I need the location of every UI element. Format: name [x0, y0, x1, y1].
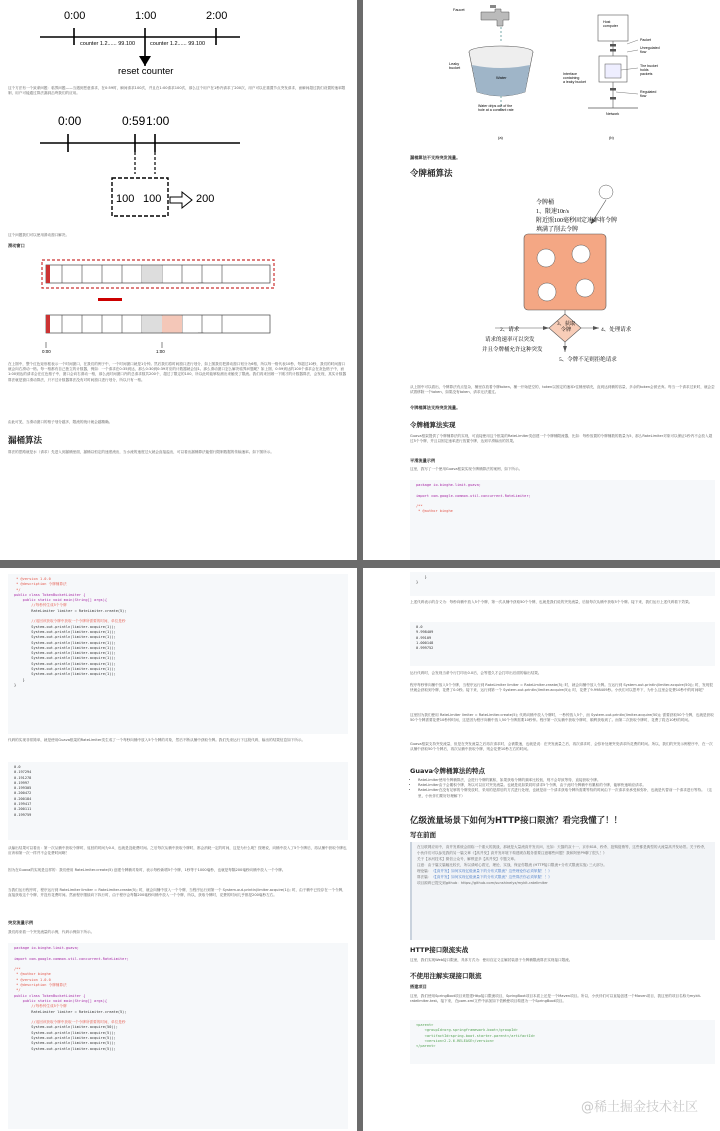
value-label: 100 [116, 193, 135, 205]
leaky-bucket-figure [363, 0, 720, 150]
section-heading: Guava令牌桶算法的特点 [410, 767, 485, 775]
sliding-window-figure [0, 255, 357, 355]
paragraph: 从上图中可以看出，令牌算法有点复杂，桶里存放着令牌token。桶一开始是空的，token以固定的速率r往桶里填充，直到达到桶的容量，多余的token会被丢弃。每当一个请求过来时，就会尝试着移除一个token，如果没有token，请求无法通过。 [410, 385, 715, 395]
note: 令牌桶算法支持突发流量。 [410, 405, 461, 410]
code-block [410, 572, 715, 596]
code-line: </parent> [416, 1044, 436, 1049]
code-line: 0.197294 [14, 770, 32, 775]
list-item: • RateLimiter在没有足够的令牌发放时，采用的是滞后的方式进行处理，也就是前一个请求获取令牌所需要等待的时间由下一次请求来承受和弥补，也就是代替前一个请求进行等待。（这里，小伙伴们要好好理解下） [418, 788, 715, 798]
code-line: System.out.println(limiter.acquire(1)); [14, 635, 116, 640]
output-block [8, 762, 348, 840]
code-line: System.out.println(limiter.acquire(5)); [14, 1046, 116, 1051]
code-line: * @author binghe [14, 972, 51, 977]
code-line: System.out.println(limiter.acquire(1)); [14, 661, 116, 666]
code-line: System.out.println(limiter.acquire(1)); [14, 656, 116, 661]
article-link[interactable]: 《【高并发】如何实现亿级流量下的分布式限流？这些理论你必须掌握！！》 [431, 869, 552, 873]
paragraph: Guava框架支持突发流量，但是在突发流量之后再次请求时，会被限速，也就是说：在突发流量之后，再次请求时，会弥补处理突发请求所花费的时间。所以，我们的突发示例程序中，在一次从桶中获取50个令牌后，再次从桶中获取令牌，则会花费10秒左右的时间。 [410, 742, 713, 752]
result-label: 200 [196, 193, 215, 205]
code-line: * @version 1.0.0 [14, 977, 51, 982]
code-line: 0.191278 [14, 775, 32, 780]
section-heading: 漏桶算法 [8, 436, 43, 446]
paragraph: 从输出结果可以看出：第一次从桶中获取令牌时，返回的时间为0.0，也就是没耗费时间。之后每次从桶中获取令牌时，都会消耗一定的时间，这是为什么呢？按理说，向桶中放入了5个令牌后，再从桶中获取令牌也应该和第一次一样并不会花费时间啊！ [8, 846, 347, 856]
code-line: * @author binghe [416, 509, 453, 514]
section-heading: 滑动窗口 [8, 243, 25, 248]
code-line: import com.google.common.util.concurrent.RateLimiter; [416, 493, 531, 498]
code-line: } [416, 580, 419, 585]
figure-label: The bucket holds packets [640, 64, 658, 76]
code-line: 0.199417 [14, 802, 32, 807]
section-heading: 突发流量示例 [8, 920, 34, 925]
code-line: * @description 令牌桶算法 [14, 983, 67, 988]
figure-label: 请求的速率可以突发 [485, 337, 535, 343]
code-block [410, 480, 715, 560]
article-link[interactable]: 《【高并发】如何实现亿级流量下的分布式限流？这些算法你必须掌握！！》 [431, 875, 552, 879]
figure-label: 令牌桶 [536, 200, 555, 206]
code-line: 0.99109 [416, 635, 432, 640]
watermark: @稀土掘金技术社区 [580, 1100, 698, 1115]
paragraph: 这里，我们实现Web接口限流，具体方式为：使用自定义注解封装基于令牌桶限流算法实现接口限流。 [410, 958, 573, 962]
figure-label: 5、令牌不足则拒绝请求 [559, 357, 617, 363]
counter-label: counter 1.2...... 99.100 [80, 41, 136, 47]
paragraph: 算法的思路就是水（请求）先进入到漏桶里面，漏桶以恒定的速度流出，当水流的速度过大就会直接溢出，可以看出漏桶算法能强行限制数据的传输速率。如下图所示。 [8, 450, 274, 454]
quote-text: 关于【冰河技术】微信公众号，解锁更多【高并发】专题文章。 [417, 857, 518, 861]
figure-label: 并且令牌桶允许这种突发 [482, 347, 543, 353]
figure-label: Network [606, 112, 620, 116]
code-line: 0.0 [14, 765, 21, 769]
code-line: System.out.println(limiter.acquire(1)); [14, 640, 116, 645]
paragraph: Guava框架提供了令牌桶算法的实现，可直接使用这个框架的RateLimiter类创建一个令牌桶限流器，比如：每秒放置的令牌桶数的数量为5，那么RateLimiter对象可以保证1秒内不会放入超过5个令牌，并且以固定速率进行放置令牌，达到平滑输出的效果。 [410, 434, 713, 444]
paragraph: 我们再来看一个突发流量的示例，代码示例如下所示。 [8, 930, 95, 934]
code-line: /** [416, 504, 423, 509]
page-2 [363, 0, 720, 560]
ellipsis-label: ..... [198, 329, 204, 334]
paragraph: 代码的实现非常简单，就是使用Guava框架的RateLimiter类生成了一个每秒向桶中放入5个令牌的对象，然后不断从桶中获取令牌。我们先来运行下这段代码，输出的结果信息如下所示。 [8, 738, 306, 742]
code-block [8, 943, 348, 1129]
output-block [410, 622, 715, 666]
figure-caption: (a) [498, 135, 503, 140]
boundary-timeline-figure [0, 108, 357, 218]
code-line: 0.0 [416, 625, 423, 629]
code-line: <groupId>org.springframework.boot</groupId> [416, 1028, 518, 1033]
code-block [410, 1020, 715, 1064]
reset-label: reset counter [118, 66, 174, 77]
code-line: 0.200184 [14, 796, 32, 801]
paragraph: 上述代码表示的含义为：每秒向桶中放入5个令牌，第一次从桶中获取50个令牌，也就是我们说的突发流量，后续每次从桶中获取5个令牌。接下来，我们运行上述代码看下效果。 [410, 600, 693, 604]
code-line: } [14, 677, 25, 682]
tick-label: 0:00 [58, 114, 82, 128]
preface-quote [410, 842, 715, 940]
code-line: 0.200111 [14, 807, 32, 812]
ellipsis-label: ..... [198, 279, 204, 284]
code-line: * @description 令牌桶算法 [14, 582, 67, 587]
feature-list [410, 778, 715, 799]
code-line: 0.19997 [14, 780, 30, 785]
code-line: * @version 1.0.0 [14, 577, 51, 581]
figure-label: Leaky bucket [449, 62, 461, 70]
figure-label: Water [496, 75, 507, 80]
code-line: package io.binghe.limit.guava; [14, 946, 79, 950]
section-heading: 令牌桶算法 [410, 169, 453, 179]
figure-label: Regulated flow [640, 90, 657, 98]
paragraph: 这个方法有一个致命问题：临界问题——当遇到恶意请求，在0:59时，瞬间请求100次，并且在1:00请求100次，那么这个用户在1秒内请求了200次，用户可以在重置节点突发请求，而瞬间超过我们设置的速率限制，用户可能通过算法漏洞击垮我们的应用。 [8, 86, 346, 96]
figure-label: 附近照100毫秒固定速率将令牌 [536, 218, 618, 224]
page-4 [363, 568, 720, 1131]
code-line: <artifactId>spring-boot-starter-parent</artifactId> [416, 1033, 535, 1038]
code-line: <version>2.2.6.RELEASE</version> [416, 1038, 494, 1043]
code-line: 0.999752 [416, 646, 434, 651]
quote-text: 在互联网应用中，高并发系统会面临一个重大的挑战，那就是大量流高并发访问，比如：天猫的双十一、京东618、秒杀、抢购促销等，这些都是典型的大流量高并发场景。关于秒杀，小伙伴们可以参见我的另一篇文章《【高并发】高并发环境下构建缓存服务需要注意哪些问题？我和阿里P9聊了很久！》 [417, 845, 708, 855]
paragraph: 这里因为我们使用 RateLimiter limiter = RateLimiter.create(5); 代码向桶中放入令牌时，一秒钟放入5个，而 System.out.println(limiter.acquire(50)); 需要获取50个令牌，也就是获取50个令牌需要花费10秒钟时间，这是因为程序向桶中放入50个令牌需要10秒钟。程序第一次从桶中获取令牌时，顺利获取到了。而第二次获取令牌时，花费了将近10秒的时间。 [410, 713, 714, 723]
article-title: 亿级流量场景下如何为HTTP接口限流？看完我懂了！！ [410, 816, 623, 826]
code-line: */ [14, 988, 21, 993]
code-line: public class TokenBucketLimiter { [14, 592, 86, 597]
code-line: public static void main(String[] args){ [14, 598, 108, 603]
section-heading: HTTP接口限流实战 [410, 946, 469, 954]
page-3 [0, 568, 357, 1131]
code-line: <parent> [416, 1023, 434, 1027]
code-block [8, 574, 348, 734]
code-line: public static void main(String[] args){ [14, 998, 108, 1003]
code-line: RateLimiter limiter = RateLimiter.create(5); [14, 1009, 127, 1014]
figure-label: Water drips out of the hole at a constant rate [478, 104, 514, 112]
code-line: 9.998409 [416, 630, 434, 635]
paragraph: 这里，我写了一个使用Guava框架实现令牌桶算法的案例，如下所示。 [410, 467, 523, 471]
section-heading: 搭建项目 [410, 984, 427, 989]
code-line: System.out.println(limiter.acquire(1)); [14, 624, 116, 629]
code-line: System.out.println(limiter.acquire(5)); [14, 1041, 116, 1046]
figure-label: Host computer [603, 20, 618, 28]
section-heading: 平滑流量示例 [410, 458, 436, 463]
code-line: } [14, 682, 17, 687]
tick-label: 1:00 [135, 10, 157, 22]
page-1 [0, 0, 357, 560]
quote-label: 理论篇： [417, 869, 432, 873]
code-line: System.out.println(limiter.acquire(5)); [14, 1036, 116, 1041]
repo-link[interactable]: 项目源码已提交到github：https://github.com/sunshinelyz/mykit-ratelimiter [417, 881, 548, 885]
code-line: import com.google.common.util.concurrent.RateLimiter; [14, 956, 129, 961]
figure-label: 3、获取 令牌 [557, 321, 576, 333]
list-item: • RateLimiter使用令牌桶算法，会进行令牌的累积，如果获取令牌的频率比较低，则不会导致等待，直接获取令牌。 [418, 778, 715, 783]
list-item: • RateLimiter由于会累积令牌，所以可以应对突发流量。也就是说如果同时请求5个令牌，由于此时令牌桶中有累积的令牌，能够快速响应请求。 [418, 783, 715, 788]
paragraph: 由此可见，当滑动窗口的格子划分越多，限流的统计就会越精确。 [8, 420, 113, 424]
code-line: package io.binghe.limit.guava; [416, 483, 481, 487]
figure-caption: (b) [609, 135, 614, 140]
paragraph: 这个问题我们可以使用滑动窗口解决。 [8, 233, 70, 237]
code-line: //每秒钟生成5个令牌 [14, 603, 67, 608]
figure-label: 2、请求 [500, 327, 520, 333]
code-line: System.out.println(limiter.acquire(1)); [14, 645, 116, 650]
code-line: public class TokenBucketLimiter { [14, 993, 86, 998]
code-line: */ [14, 587, 21, 592]
figure-label: 填满了削去令牌 [536, 227, 579, 233]
code-line: System.out.println(limiter.acquire(1)); [14, 672, 116, 677]
value-label: 100 [143, 193, 162, 205]
paragraph: 当我们运行程序时，程序运行到 RateLimiter limiter = RateLimiter.create(5); 时，就会向桶中放入一个令牌，当程序运行到第一个 System.out.println(limiter.acquire(1)); 时，由于桶中已经存在一个令牌，直接获取这个令牌，并没有花费时间。然而程序继续向下执行时，由于程序会每隔200毫秒向桶中放入一个令牌，所以，获取令牌时，花费的时间几乎都是200毫秒左右。 [8, 888, 346, 898]
code-line: RateLimiter limiter = RateLimiter.create(5); [14, 608, 127, 613]
code-line: 1.000148 [416, 640, 434, 645]
figure-label: Packet [640, 38, 651, 42]
code-line: /** [14, 967, 21, 972]
figure-label: Unregulated flow [640, 46, 660, 54]
code-line: 0.199759 [14, 812, 32, 817]
section-heading: 写在前面 [410, 831, 436, 839]
code-line: //返回该获取令牌中获取一个令牌所需要的时间，单位是秒 [14, 1020, 126, 1025]
paragraph: 程序每秒钟向桶中放入5个令牌，当程序运行到 RateLimiter limiter = RateLimiter.create(5); 时，就会向桶中放入令牌。当运行到 System.out.println(limiter.acquire(50)); 时，发现很快就会获取到令牌，花费了0.0秒。接下来，运行到第一个 System.out.println(limiter.acquire(5)); 时，花费了9.998409秒。小伙们可以思考下，为什么这里会花费10秒中的时间呢？ [410, 683, 713, 693]
code-line: System.out.println(limiter.acquire(1)); [14, 651, 116, 656]
paragraph: 在上图中，整个红色矩形框表示一个时间窗口，在我们的例子中，一个时间窗口就是1分钟。然后我们将时间窗口进行划分，如上图我们把滑动窗口划分为6格，所以每一格代表10秒，每超过10秒，我们的时间窗口就会向右滑动一格。每一格都有自己独立的计数器，例如：一个请求在0:35到达，那么0:30到0:39对应的计数器就会加1。那么滑动窗口怎么解决临界问题呢？如上图，0:59到达的100个请求会在灰色格子中，而1:00到达的请求会在红色格子中，窗口会向右滑动一格，那么此时间窗口内的总请求数共200个，超过了限定的100，所以此时能够检测出来触发了限流。我们再来回顾一下刚才的计数器算法，会发现，其实计数器算法就是窗口滑动算法，只不过计数器算法没有对时间窗口进行划分，所以只有一格。 [8, 362, 347, 382]
counter-label: counter 1.2...... 99.100 [150, 41, 206, 47]
quote-text: 注意：由于篇文篇幅比较长，所以请耐心看完，理论、实战，保证你限流 (HTTP接口限流+分布式限流实战) 三大部分。 [417, 863, 607, 867]
paragraph: 这里，我们使用SpringBoot项目来搭建Http接口限流项目，SpringBoot项目本质上还是一个Maven项目。所以，小伙伴们可以直接创建一个Maven项目，我这里的项目名称为mykit-ratelimiter-test。接下来，在pom.xml文件中添加如下依赖使项目构建为一个SpringBoot项目。 [410, 994, 702, 1004]
note: 漏桶算法不支持突发流量。 [410, 155, 461, 160]
tick-label: 0:59 [122, 114, 146, 128]
section-heading: 不使用注解实现接口限流 [410, 972, 482, 980]
code-line: System.out.println(limiter.acquire(5)); [14, 1030, 116, 1035]
tick-label: 2:00 [206, 10, 228, 22]
quote-label: 算法篇： [417, 875, 432, 879]
section-heading: 令牌桶算法实现 [410, 421, 456, 429]
tick-label: 0:00 [42, 349, 51, 354]
code-line: 0.200472 [14, 791, 32, 796]
tick-label: 0:00 [64, 10, 86, 22]
code-line: System.out.println(limiter.acquire(1)); [14, 629, 116, 634]
code-line: System.out.println(limiter.acquire(1)); [14, 667, 116, 672]
figure-label: 1、限速10r/s [536, 209, 570, 215]
code-line: 0.199305 [14, 786, 32, 791]
code-line: //每秒钟生成5个令牌 [14, 1004, 67, 1009]
figure-label: 4、处理请求 [601, 327, 632, 333]
code-line: //返回该获取令牌中获取一个令牌所需要的时间，单位是秒 [14, 619, 126, 624]
figure-label: Faucet [453, 8, 465, 12]
tick-label: 1:00 [146, 114, 170, 128]
tick-label: 1:00 [156, 349, 165, 354]
code-line: System.out.println(limiter.acquire(50)); [14, 1025, 118, 1030]
paragraph: 运行代码时，会发现当命令行打印出0.0后，会等很久才会打印出后面的输出结果。 [410, 671, 542, 675]
paragraph: 因为在Guava的实现是这样的：我们使用 RateLimiter.create(5) 创建令牌桶对象时，表示每秒新增5个令牌，1秒等于1000毫秒，也就是每隔200毫秒向桶中放入一个令牌。 [8, 868, 286, 872]
figure-label: Interface containing a leaky bucket [563, 72, 586, 84]
code-line: } [416, 575, 427, 579]
